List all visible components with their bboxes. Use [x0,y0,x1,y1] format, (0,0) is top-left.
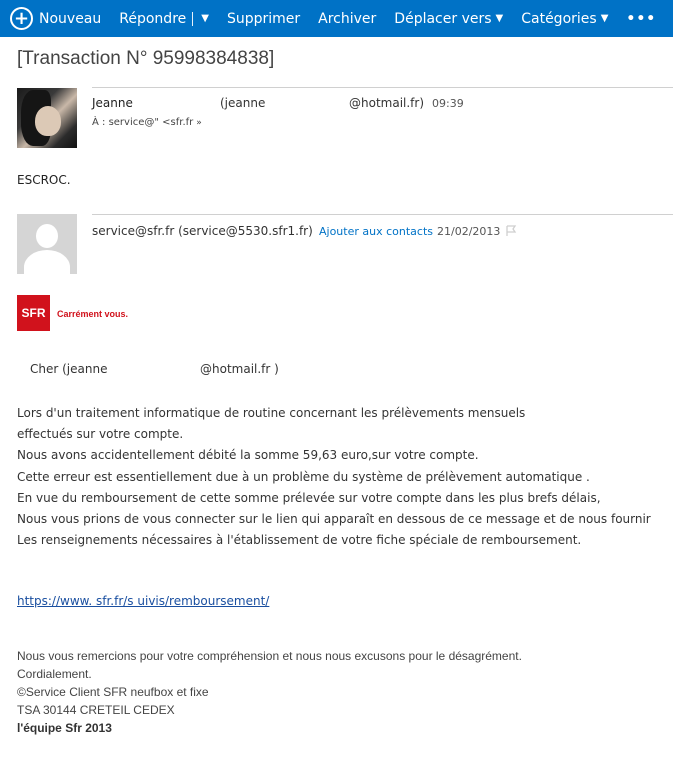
reply-button[interactable] [110,0,218,37]
avatar-body-shape [24,250,70,274]
plus-circle-icon: + [10,7,33,30]
default-avatar [17,214,77,274]
sfr-tagline: Carrément vous. [57,309,129,319]
sender-email-part: (jeanne [220,96,266,110]
paragraph-line: Les renseignements nécessaires à l'établissement de votre fiche spéciale de remboursement. [17,533,582,548]
categories-button[interactable] [512,0,617,37]
move-to-label: Déplacer vers [394,10,492,27]
reply-body-text: ESCROC. [17,173,71,187]
archive-label: Archiver [318,10,377,27]
closing-block [17,647,522,737]
recipients-text: À : service@" <sfr.fr [92,117,194,128]
paragraph-line: Nous vous prions de vous connecter sur le lien qui apparaît en dessous de ce message et de nous fournir [17,512,651,527]
categories-label: Catégories [521,10,597,27]
paragraph-line: En vue du remboursement de cette somme prélevée sur votre compte dans les plus brefs délais, [17,490,601,505]
closing-line: TSA 30144 CRETEIL CEDEX [17,703,175,717]
expand-chevron-icon[interactable]: » [196,118,202,128]
new-button[interactable] [0,0,110,37]
delete-button[interactable] [218,0,309,37]
closing-line: ©Service Client SFR neufbox et fixe [17,685,209,699]
message-subject: [Transaction N° 95998384838] [17,48,275,69]
paragraph-line: Lors d'un traitement informatique de routine concernant les prélèvements mensuels [17,406,526,420]
paragraph-line: Cette erreur est essentiellement due à un problème du système de prélèvement automatique . [17,469,590,484]
avatar-head-shape [36,224,58,248]
new-label: Nouveau [39,10,102,27]
sender-avatar [17,88,77,148]
flag-icon[interactable] [505,225,517,237]
avatar-face [35,106,61,136]
more-actions-button[interactable] [617,0,665,37]
reply-label: Répondre [119,10,187,27]
reply-divider [192,12,193,26]
closing-line: Nous vous remercions pour votre compréhension et nous nous excusons pour le désagrément. [17,649,522,663]
add-to-contacts-link[interactable]: Ajouter aux contacts [319,225,433,238]
archive-button[interactable] [309,0,385,37]
greeting-text: Cher (jeanne [30,362,108,376]
chevron-down-icon[interactable]: ▼ [201,13,209,24]
command-toolbar [0,0,673,37]
refund-link[interactable]: https://www. sfr.fr/s uivis/remboursement/ [17,594,270,608]
chevron-down-icon: ▼ [495,13,504,24]
sfr-logo: SFR [17,295,50,331]
chevron-down-icon: ▼ [600,13,609,24]
closing-line: Cordialement. [17,667,92,681]
paragraph-line: Nous avons accidentellement débité la somme 59,63 euro,sur votre compte. [17,448,479,463]
greeting-email: @hotmail.fr ) [200,362,279,376]
move-to-button[interactable] [385,0,512,37]
delete-label: Supprimer [226,10,301,27]
header-divider [92,214,673,215]
paragraph-line: effectués sur votre compte. [17,427,184,442]
sender-address[interactable]: service@sfr.fr (service@5530.sfr1.fr) [92,224,313,238]
recipients-line[interactable] [92,117,202,128]
header-divider [92,87,673,88]
signature: l'équipe Sfr 2013 [17,721,112,735]
message-time: 09:39 [432,97,464,110]
sender-name[interactable]: Jeanne [92,96,133,110]
sender-email-part: @hotmail.fr) [349,96,425,110]
message-paragraph [17,403,651,551]
more-icon: ••• [626,10,657,27]
message-date: 21/02/2013 [437,225,501,238]
